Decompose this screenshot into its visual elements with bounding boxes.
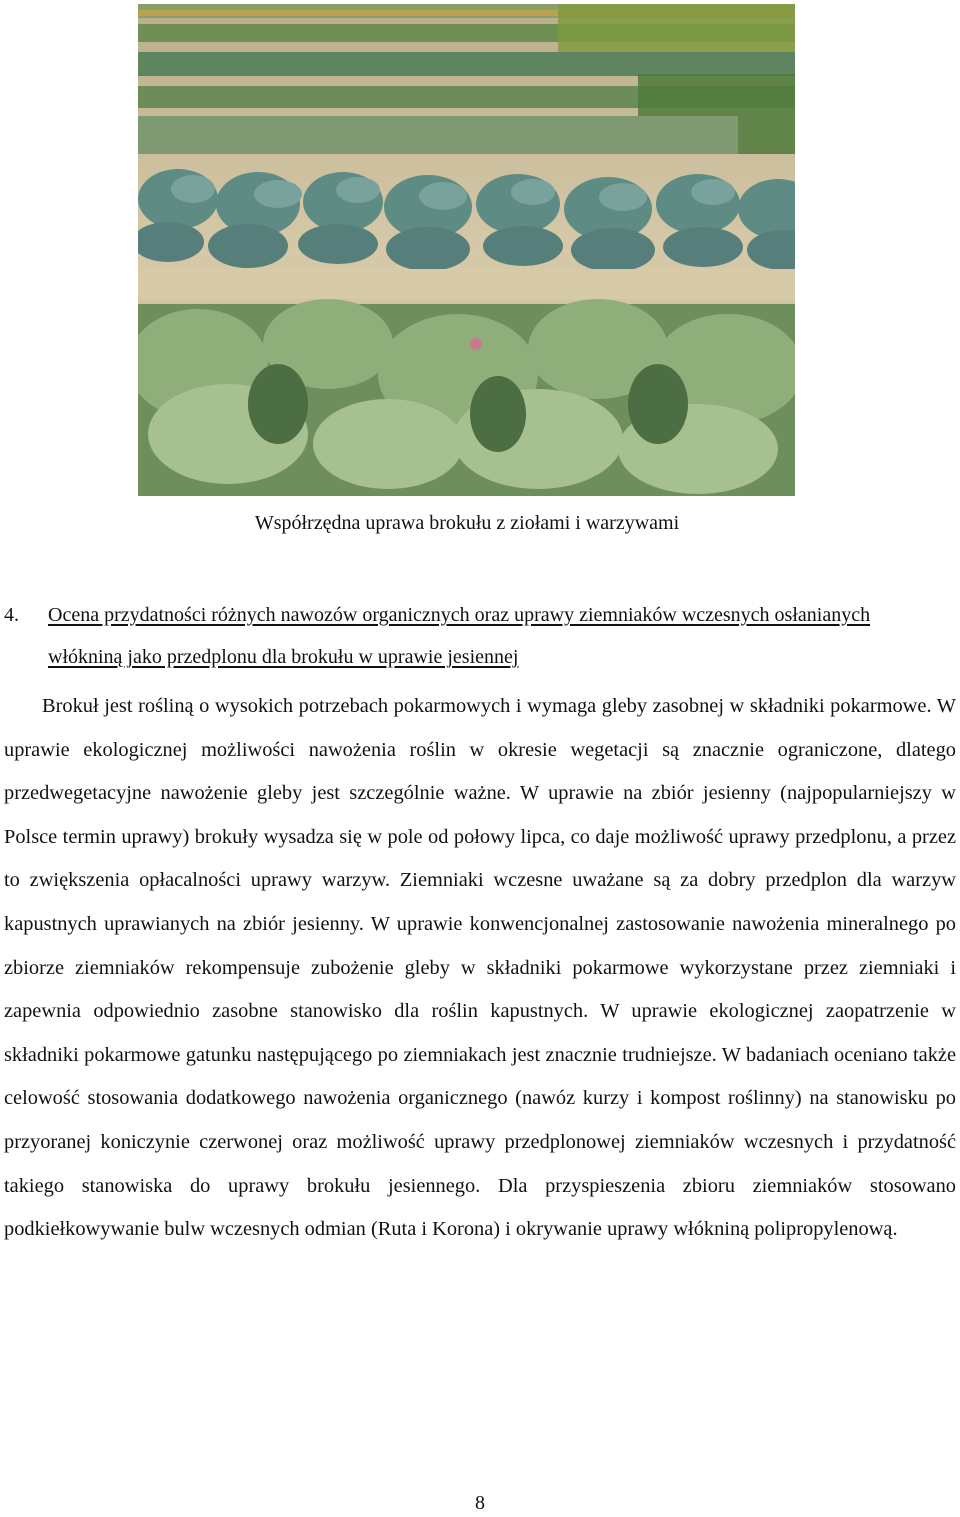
figure-caption: Współrzędna uprawa brokułu z ziołami i warzywami <box>254 512 680 534</box>
section-heading <box>4 594 944 678</box>
section-number: 4. <box>4 604 19 626</box>
body-paragraph: Brokuł jest rośliną o wysokich potrzebach pokarmowych i wymaga gleby zasobnej w składniki pokarmowe. W uprawie ekologicznej możliwości nawożenia roślin w okresie wegetacji są znacznie ograniczone, dlatego przedwegetacyjne nawożenie gleby jest szczególnie ważne. W uprawie na zbiór jesienny (najpopularniejszy w Polsce termin uprawy) brokuły wysadza się w pole od połowy lipca, co daje możliwość uprawy przedplonu, a przez to zwiększenia opłacalności uprawy warzyw. Ziemniaki wczesne uważane są za dobry przedplon dla warzyw kapustnych uprawianych na zbiór jesienny. W uprawie konwencjonalnej zastosowanie nawożenia mineralnego po zbiorze ziemniaków rekompensuje zubożenie gleby w składniki pokarmowe wykorzystane przez ziemniaki i zapewnia odpowiednio zasobne stanowisko dla roślin kapustnych. W uprawie ekologicznej zaopatrzenie w składniki pokarmowe gatunku następującego po ziemniakach jest znacznie trudniejsze. W badaniach oceniano także celowość stosowania dodatkowego nawożenia organicznego (nawóz kurzy i kompost roślinny) na stanowisku po przyoranej koniczynie czerwonej oraz możliwość uprawy przedplonowej ziemniaków wczesnych i przydatność takiego stanowiska do uprawy brokułu jesiennego. Dla przyspieszenia zbioru ziemniaków stosowano podkiełkowywanie bulw wczesnych odmian (Ruta i Korona) i okrywanie uprawy włókniną polipropylenową. <box>4 695 956 1241</box>
field-photo <box>138 4 795 496</box>
section-title: Ocena przydatności różnych nawozów organicznych oraz uprawy ziemniaków wczesnych osłanianych włókniną jako przedplonu dla brokułu w uprawie jesiennej <box>48 604 871 668</box>
page-number: 8 <box>475 1492 485 1514</box>
field-illustration <box>138 4 795 496</box>
